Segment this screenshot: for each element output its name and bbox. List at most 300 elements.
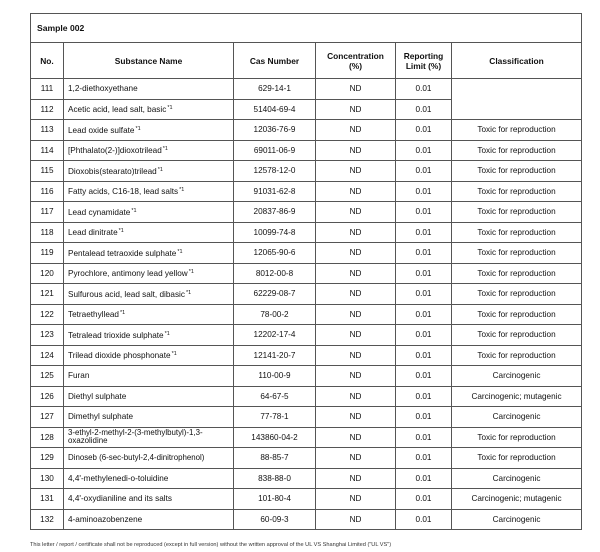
substance-name-text: Acetic acid, lead salt, basic [68,105,167,115]
reporting-limit [396,468,452,489]
reporting-limit [396,161,452,182]
substance-name [64,345,234,366]
cas-number-text: 12065-90-6 [253,248,296,258]
concentration-text: ND [349,453,362,463]
row-number-text: 127 [40,412,54,422]
classification [452,243,582,264]
row-number-text: 115 [40,166,54,176]
substance-name [64,263,234,284]
footer-disclaimer: This letter / report / certificate shall not be reproduced (except in full version) without the written approval of the UL VS Shanghai Limited ("UL VS") [30,542,392,548]
reporting-limit-text: 0.01 [415,432,432,442]
substance-name-text: Dinoseb (6-sec-butyl-2,4-dinitrophenol) [68,452,205,462]
reporting-limit-text: 0.01 [415,227,432,237]
reporting-limit [396,181,452,202]
table-row [31,222,582,243]
classification-text: Toxic for reproduction [477,330,556,340]
reporting-limit [396,407,452,428]
concentration [316,427,396,448]
concentration-text: ND [349,309,362,319]
cas-number-text: 101-80-4 [258,494,291,504]
row-number-text: 118 [40,227,54,237]
reporting-limit [396,202,452,223]
row-number-text: 116 [40,186,54,196]
classification [452,161,582,182]
concentration-text: ND [349,125,362,135]
table-row [31,263,582,284]
classification [452,386,582,407]
substance-name-text: Furan [68,371,90,381]
row-number [31,284,64,305]
classification [452,325,582,346]
cas-number [234,325,316,346]
classification [452,468,582,489]
substance-name [64,304,234,325]
concentration-text: ND [349,473,362,483]
header-row [31,43,582,79]
cas-number [234,304,316,325]
reporting-limit [396,243,452,264]
cas-number-text: 78-00-2 [260,309,289,319]
substance-name-text: Dimethyl sulphate [68,412,134,422]
row-number [31,427,64,448]
footnote-marker: *1 [135,125,141,132]
footnote-marker: *1 [131,207,137,214]
row-number [31,263,64,284]
substance-table [30,13,582,530]
reporting-limit [396,325,452,346]
table-row [31,448,582,469]
cas-number [234,79,316,100]
table-row [31,427,582,448]
row-number [31,222,64,243]
substance-name-text: 4,4'-methylenedi-o-toluidine [68,473,169,483]
reporting-limit-text: 0.01 [415,514,432,524]
row-number-text: 126 [40,391,54,401]
substance-name [64,386,234,407]
classification [452,509,582,530]
row-number [31,407,64,428]
substance-name-text: Dioxobis(stearato)trilead [68,166,157,176]
reporting-limit-text: 0.01 [415,289,432,299]
classification-text: Toxic for reproduction [477,145,556,155]
substance-name [64,161,234,182]
reporting-limit-text: 0.01 [415,473,432,483]
table-row [31,99,582,120]
concentration-text: ND [349,371,362,381]
substance-name-text: Pentalead tetraoxide sulphate [68,248,177,258]
classification-text: Carcinogenic; mutagenic [471,494,562,504]
footnote-marker: *1 [119,310,126,317]
classification [452,120,582,141]
concentration-text: ND [349,350,362,360]
substance-name [64,202,234,223]
row-number [31,448,64,469]
reporting-limit [396,448,452,469]
header-cas-number: Cas Number [234,43,316,79]
substance-name [64,79,234,100]
classification-text: Toxic for reproduction [477,350,556,360]
reporting-limit [396,427,452,448]
cas-number-text: 69011-06-9 [253,145,296,155]
footnote-marker: *1 [118,228,124,235]
classification [452,181,582,202]
substance-name [64,140,234,161]
reporting-limit [396,509,452,530]
reporting-limit-text: 0.01 [415,309,432,319]
classification-text: Toxic for reproduction [477,248,556,258]
substance-name-text: Pyrochlore, antimony lead yellow [68,269,188,279]
row-number-text: 129 [40,453,54,463]
cas-number [234,284,316,305]
concentration [316,407,396,428]
row-number [31,386,64,407]
table-row [31,120,582,141]
concentration-text: ND [349,268,362,278]
substance-name [64,181,234,202]
concentration [316,222,396,243]
classification-text: Toxic for reproduction [477,309,556,319]
cas-number-text: 20837-86-9 [253,207,296,217]
row-number [31,161,64,182]
cas-number [234,181,316,202]
substance-name-text: Lead dinitrate [68,228,118,238]
footnote-marker: *1 [188,269,194,276]
table-row [31,243,582,264]
concentration [316,468,396,489]
cas-number-text: 51404-69-4 [253,104,296,114]
concentration [316,140,396,161]
substance-name-text: Trilead dioxide phosphonate [68,351,171,361]
concentration [316,448,396,469]
reporting-limit [396,263,452,284]
classification [452,222,582,243]
classification [452,345,582,366]
substance-name [64,366,234,387]
row-number-text: 113 [40,125,54,135]
substance-name-text: Fatty acids, C16-18, lead salts [68,187,179,197]
reporting-limit-text: 0.01 [415,84,432,94]
cas-number-text: 77-78-1 [260,412,289,422]
table-row [31,407,582,428]
reporting-limit-text: 0.01 [415,268,432,278]
table-row [31,79,582,100]
substance-name [64,120,234,141]
classification-text: Toxic for reproduction [477,186,556,196]
row-number [31,345,64,366]
cas-number [234,427,316,448]
concentration-text: ND [349,227,362,237]
reporting-limit-text: 0.01 [415,166,432,176]
reporting-limit-text: 0.01 [415,494,432,504]
substance-name-text: Tetraethyllead [68,310,119,320]
concentration [316,181,396,202]
concentration-text: ND [349,186,362,196]
footnote-marker: *1 [167,105,173,112]
row-number [31,99,64,120]
header-classification: Classification [452,43,582,79]
concentration [316,202,396,223]
concentration-text: ND [349,412,362,422]
row-number [31,120,64,141]
cas-number [234,202,316,223]
footnote-marker: *1 [157,166,163,173]
cas-number-text: 12036-76-9 [253,125,296,135]
row-number-text: 120 [40,268,54,278]
row-number [31,202,64,223]
classification [452,263,582,284]
row-number-text: 123 [40,330,54,340]
cas-number [234,468,316,489]
reporting-limit-text: 0.01 [415,104,432,114]
cas-number-text: 12578-12-0 [253,166,296,176]
cas-number-text: 110-00-9 [258,371,291,381]
reporting-limit-text: 0.01 [415,186,432,196]
table-row [31,202,582,223]
row-number-text: 130 [40,473,54,483]
classification [452,427,582,448]
row-number-text: 119 [40,248,54,258]
substance-name [64,243,234,264]
table-row [31,345,582,366]
row-number [31,243,64,264]
concentration-text: ND [349,84,362,94]
concentration [316,489,396,510]
footnote-marker: *1 [171,351,177,358]
reporting-limit [396,366,452,387]
cas-number [234,120,316,141]
cas-number [234,161,316,182]
classification-text: Toxic for reproduction [477,268,556,278]
substance-name-text: 3-ethyl-2-methyl-2-(3-methylbutyl)-1,3-oxazolidine [68,428,203,446]
cas-number-text: 629-14-1 [258,84,291,94]
concentration-text: ND [349,104,362,114]
reporting-limit-text: 0.01 [415,453,432,463]
row-number-text: 122 [40,309,54,319]
reporting-limit-text: 0.01 [415,125,432,135]
substance-name [64,222,234,243]
substance-name-text: Diethyl sulphate [68,391,127,401]
concentration-text: ND [349,330,362,340]
classification-text: Toxic for reproduction [477,289,556,299]
substance-name-text: Sulfurous acid, lead salt, dibasic [68,289,185,299]
concentration-text: ND [349,289,362,299]
row-number-text: 121 [40,289,54,299]
cas-number-text: 12141-20-7 [253,350,296,360]
substance-name [64,468,234,489]
table-row [31,140,582,161]
reporting-limit [396,386,452,407]
substance-name-text: Lead oxide sulfate [68,125,135,135]
header-concentration: Concentration (%) [316,43,396,79]
row-number-text: 111 [40,84,54,94]
substance-name-text: Lead cynamidate [68,207,131,217]
cas-number [234,263,316,284]
cas-number-text: 62229-08-7 [253,289,296,299]
sample-title: Sample 002 [31,14,582,43]
cas-number-text: 88-85-7 [260,453,289,463]
substance-name [64,407,234,428]
row-number [31,79,64,100]
concentration-text: ND [349,207,362,217]
concentration-text: ND [349,391,362,401]
concentration [316,161,396,182]
concentration-text: ND [349,432,362,442]
concentration [316,284,396,305]
cas-number [234,345,316,366]
cas-number-text: 143860-04-2 [251,432,298,442]
row-number-text: 124 [40,350,54,360]
table-row [31,325,582,346]
cas-number-text: 838-88-0 [258,473,291,483]
concentration [316,79,396,100]
concentration-text: ND [349,494,362,504]
cas-number-text: 60-09-3 [260,514,289,524]
row-number-text: 112 [40,104,54,114]
classification-text: Toxic for reproduction [477,227,556,237]
classification-text: Carcinogenic [492,371,541,381]
reporting-limit [396,99,452,120]
cas-number-text: 10099-74-8 [253,227,296,237]
row-number-text: 128 [40,432,54,442]
cas-number [234,489,316,510]
reporting-limit-text: 0.01 [415,330,432,340]
row-number-text: 131 [40,494,54,504]
cas-number [234,140,316,161]
footnote-marker: *1 [179,187,185,194]
table-row [31,161,582,182]
table-row [31,468,582,489]
row-number [31,489,64,510]
table-row [31,304,582,325]
cas-number [234,366,316,387]
reporting-limit-text: 0.01 [415,248,432,258]
reporting-limit-text: 0.01 [415,371,432,381]
cas-number [234,243,316,264]
row-number [31,181,64,202]
concentration-text: ND [349,248,362,258]
classification [452,366,582,387]
concentration [316,304,396,325]
classification-text: Carcinogenic [492,473,541,483]
cas-number [234,407,316,428]
classification [452,79,582,100]
reporting-limit-text: 0.01 [415,145,432,155]
reporting-limit [396,120,452,141]
substance-name [64,99,234,120]
substance-name [64,427,234,448]
classification-text: Toxic for reproduction [477,166,556,176]
row-number-text: 117 [40,207,54,217]
reporting-limit [396,304,452,325]
header-reporting-limit: Reporting Limit (%) [396,43,452,79]
classification [452,202,582,223]
classification-text: Toxic for reproduction [477,432,556,442]
table-row [31,366,582,387]
row-number [31,509,64,530]
footnote-marker: *1 [177,248,183,255]
reporting-limit-text: 0.01 [415,412,432,422]
substance-name [64,325,234,346]
concentration-text: ND [349,514,362,524]
footnote-marker: *1 [164,330,170,337]
classification-text: Toxic for reproduction [477,207,556,217]
row-number [31,325,64,346]
row-number [31,304,64,325]
substance-name-text: [Phthalato(2-)]dioxotrilead [68,146,162,156]
table-row [31,489,582,510]
concentration [316,386,396,407]
substance-name [64,448,234,469]
concentration-text: ND [349,166,362,176]
table-row [31,284,582,305]
header-no: No. [31,43,64,79]
concentration-text: ND [349,145,362,155]
reporting-limit [396,222,452,243]
classification-text: Toxic for reproduction [477,453,556,463]
cas-number-text: 64-67-5 [260,391,289,401]
reporting-limit [396,140,452,161]
reporting-limit [396,284,452,305]
classification [452,448,582,469]
footnote-marker: *1 [162,146,168,153]
reporting-limit [396,489,452,510]
table-row [31,181,582,202]
concentration [316,99,396,120]
header-substance-name: Substance Name [64,43,234,79]
classification-text: Carcinogenic [492,514,541,524]
row-number-text: 114 [40,145,54,155]
row-number-text: 125 [40,371,54,381]
substance-name-text: 4-aminoazobenzene [68,514,143,524]
sample-title-row [31,14,582,43]
classification [452,140,582,161]
concentration [316,509,396,530]
cas-number-text: 91031-62-8 [253,186,296,196]
cas-number [234,509,316,530]
concentration [316,345,396,366]
concentration [316,243,396,264]
classification [452,284,582,305]
reporting-limit [396,345,452,366]
reporting-limit-text: 0.01 [415,350,432,360]
row-number [31,366,64,387]
substance-name [64,489,234,510]
cas-number [234,386,316,407]
concentration [316,325,396,346]
concentration [316,120,396,141]
cas-number [234,222,316,243]
classification [452,489,582,510]
substance-name [64,509,234,530]
classification-text: Carcinogenic [492,412,541,422]
classification [452,407,582,428]
cas-number-text: 8012-00-8 [255,268,294,278]
row-number [31,468,64,489]
classification [452,304,582,325]
cas-number [234,99,316,120]
concentration [316,366,396,387]
table-row [31,386,582,407]
table-row [31,509,582,530]
cas-number-text: 12202-17-4 [253,330,296,340]
reporting-limit-text: 0.01 [415,391,432,401]
substance-name-text: Tetralead trioxide sulphate [68,330,164,340]
classification-text: Toxic for reproduction [477,125,556,135]
concentration [316,263,396,284]
substance-name-text: 4,4'-oxydianiline and its salts [68,494,172,504]
classification [452,99,582,120]
reporting-limit [396,79,452,100]
